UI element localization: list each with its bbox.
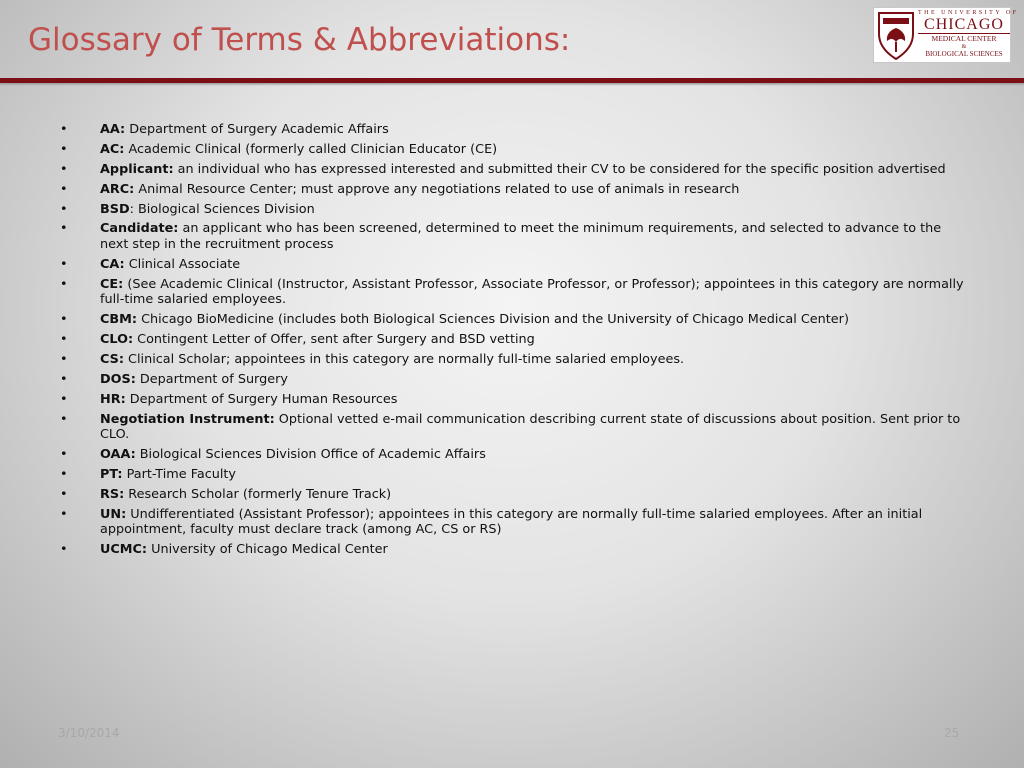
bullet-icon: • bbox=[60, 391, 68, 407]
slide-title: Glossary of Terms & Abbreviations: bbox=[28, 22, 571, 58]
glossary-item bbox=[60, 182, 970, 198]
glossary-term: Negotiation Instrument: bbox=[100, 411, 275, 427]
glossary-definition: Contingent Letter of Offer, sent after Surgery and BSD vetting bbox=[133, 332, 535, 348]
bullet-icon: • bbox=[60, 221, 68, 237]
glossary-definition: Clinical Associate bbox=[124, 256, 241, 272]
bullet-icon: • bbox=[60, 351, 68, 367]
shield-crest-icon bbox=[874, 8, 918, 62]
glossary-definition: Biological Sciences Division Office of Academic Affairs bbox=[135, 446, 486, 462]
bullet-icon: • bbox=[60, 332, 68, 348]
glossary-term: DOS: bbox=[100, 371, 136, 387]
bullet-icon: • bbox=[60, 312, 68, 328]
glossary-definition: Department of Surgery bbox=[135, 371, 288, 387]
glossary-definition: Optional vetted e-mail communication describing current state of discussions about position. Sent prior to CLO. bbox=[100, 411, 961, 443]
glossary-definition: an applicant who has been screened, determined to meet the minimum requirements, and selected to advance to the next step in the recruitment process bbox=[100, 221, 942, 252]
glossary-term: HR: bbox=[100, 391, 126, 407]
glossary-term: Candidate: bbox=[100, 221, 179, 237]
footer-date: 3/10/2014 bbox=[58, 726, 120, 740]
glossary-definition: Academic Clinical (formerly called Clinician Educator (CE) bbox=[124, 141, 498, 157]
logo-text-line3: MEDICAL CENTER bbox=[918, 33, 1010, 44]
glossary-term: CLO: bbox=[100, 332, 134, 348]
glossary-item bbox=[60, 372, 970, 388]
glossary-definition: Animal Resource Center; must approve any negotiations related to use of animals in research bbox=[134, 181, 740, 197]
glossary-definition: Clinical Scholar; appointees in this category are normally full-time salaried employees. bbox=[123, 351, 685, 367]
glossary-term: RS: bbox=[100, 486, 125, 502]
glossary-definition: Chicago BioMedicine (includes both Biological Sciences Division and the University of Chicago Medical Center) bbox=[137, 312, 849, 328]
glossary-term: UN: bbox=[100, 506, 127, 522]
bullet-icon: • bbox=[60, 371, 68, 387]
glossary-item bbox=[60, 162, 970, 178]
glossary-term: ARC: bbox=[100, 181, 135, 197]
glossary-term: UCMC: bbox=[100, 542, 148, 558]
glossary-item bbox=[60, 277, 970, 308]
glossary-list bbox=[60, 122, 970, 562]
glossary-definition: University of Chicago Medical Center bbox=[147, 542, 388, 558]
bullet-icon: • bbox=[60, 446, 68, 462]
logo-text-line2: CHICAGO bbox=[924, 16, 1004, 33]
bullet-icon: • bbox=[60, 276, 68, 292]
glossary-term: CE: bbox=[100, 276, 124, 292]
glossary-item bbox=[60, 122, 970, 138]
glossary-definition: Research Scholar (formerly Tenure Track) bbox=[124, 486, 392, 502]
glossary-term: Applicant: bbox=[100, 161, 174, 177]
footer-page-number: 25 bbox=[944, 726, 960, 740]
bullet-icon: • bbox=[60, 411, 68, 427]
glossary-term: CBM: bbox=[100, 312, 137, 328]
logo-text-line1: THE UNIVERSITY OF bbox=[918, 10, 1019, 16]
bullet-icon: • bbox=[60, 141, 68, 157]
glossary-term: CA: bbox=[100, 256, 125, 272]
glossary-item bbox=[60, 487, 970, 503]
bullet-icon: • bbox=[60, 256, 68, 272]
bullet-icon: • bbox=[60, 542, 68, 558]
logo-text-line5: BIOLOGICAL SCIENCES bbox=[925, 50, 1003, 58]
glossary-definition: Undifferentiated (Assistant Professor); appointees in this category are normally full-time salaried employees. After an initial appointment, faculty must declare track (among AC, CS or RS) bbox=[100, 506, 923, 538]
bullet-icon: • bbox=[60, 486, 68, 502]
glossary-definition: Department of Surgery Academic Affairs bbox=[125, 122, 389, 137]
bullet-icon: • bbox=[60, 161, 68, 177]
glossary-item bbox=[60, 332, 970, 348]
glossary-term: AA: bbox=[100, 122, 126, 137]
glossary-definition: Department of Surgery Human Resources bbox=[125, 391, 398, 407]
bullet-icon: • bbox=[60, 466, 68, 482]
glossary-term: AC: bbox=[100, 141, 125, 157]
glossary-definition: an individual who has expressed interested and submitted their CV to be considered for the specific position advertised bbox=[173, 161, 946, 177]
glossary-definition: (See Academic Clinical (Instructor, Assistant Professor, Associate Professor, or Professor); appointees in this category are normally full-time salaried employees. bbox=[100, 276, 964, 308]
glossary-term: OAA: bbox=[100, 446, 136, 462]
glossary-term: CS: bbox=[100, 351, 124, 367]
glossary-item bbox=[60, 352, 970, 368]
glossary-term: PT: bbox=[100, 466, 123, 482]
bullet-icon: • bbox=[60, 122, 68, 137]
glossary-item bbox=[60, 392, 970, 408]
glossary-item bbox=[60, 202, 970, 218]
glossary-item bbox=[60, 142, 970, 158]
university-logo bbox=[873, 7, 1019, 63]
logo-text-line4: & bbox=[961, 44, 967, 50]
glossary-item bbox=[60, 312, 970, 328]
glossary-definition: : Biological Sciences Division bbox=[129, 201, 315, 217]
glossary-term: BSD bbox=[100, 201, 130, 217]
bullet-icon: • bbox=[60, 506, 68, 522]
glossary-item bbox=[60, 221, 970, 252]
bullet-icon: • bbox=[60, 181, 68, 197]
glossary-item bbox=[60, 257, 970, 273]
glossary-definition: Part-Time Faculty bbox=[122, 466, 237, 482]
glossary-item bbox=[60, 542, 970, 558]
title-divider-shadow bbox=[0, 83, 1024, 86]
glossary-item bbox=[60, 447, 970, 463]
bullet-icon: • bbox=[60, 201, 68, 217]
glossary-item bbox=[60, 412, 970, 443]
glossary-item bbox=[60, 507, 970, 538]
glossary-item bbox=[60, 467, 970, 483]
